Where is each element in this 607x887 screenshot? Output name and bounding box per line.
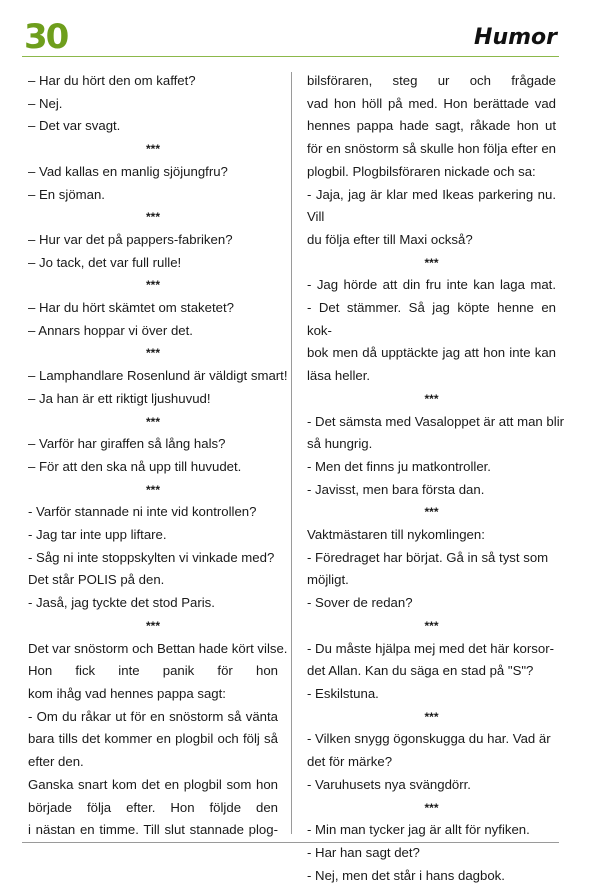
text-line: – Det var svagt. (28, 118, 121, 134)
text-line: bok men då upptäckte jag att hon inte kan (307, 345, 556, 361)
text-line: - Jaja, jag är klar med Ikeas parkering nu. Vill (307, 186, 556, 225)
text-line: läsa heller. (307, 368, 371, 384)
separator-stars: *** (145, 278, 160, 293)
text-line: - Såg ni inte stoppskylten vi vinkade med? (28, 549, 275, 565)
separator-stars: *** (145, 414, 160, 429)
text-line: - Vilken snygg ögonskugga du har. Vad är (307, 731, 551, 747)
text-line: - Men det finns ju matkontroller. (307, 458, 491, 474)
text-line: bara tills det kommer en plogbil och följ så (28, 731, 278, 747)
text-line: – Hur var det på pappers-fabriken? (28, 231, 233, 247)
text-line: du följa efter till Maxi också? (307, 231, 473, 247)
text-line: för en snöstorm så skulle hon följa efter en (307, 141, 556, 157)
column-divider (291, 72, 292, 834)
separator-stars: *** (424, 709, 439, 724)
header-rule (22, 56, 559, 57)
separator-stars: *** (145, 482, 160, 497)
text-line: – Annars hoppar vi över det. (28, 322, 193, 338)
text-line: - Det stämmer. Så jag köpte henne en kok- (307, 300, 556, 338)
text-line: – En sjöman. (28, 186, 105, 202)
text-line: – Jo tack, det var full rulle! (28, 254, 182, 270)
text-line: Vaktmästaren till nykomlingen: (307, 527, 485, 543)
text-line: – Har du hört skämtet om staketet? (28, 300, 234, 316)
text-line: - Har han sagt det? (307, 844, 420, 860)
left-column (28, 70, 288, 842)
separator-stars: *** (424, 255, 439, 270)
text-line: - Varför stannade ni inte vid kontrollen? (28, 504, 257, 520)
separator-stars: *** (424, 391, 439, 406)
text-line: - Jag hörde att din fru inte kan laga mat. (307, 277, 556, 293)
text-line: - Du måste hjälpa mej med det här korsor- (307, 640, 554, 656)
text-line: - Sover de redan? (307, 595, 413, 611)
text-line: – Varför har giraffen så lång hals? (28, 436, 226, 452)
text-line: kom ihåg vad hennes pappa sagt: (28, 685, 226, 701)
text-line: efter den. (28, 754, 84, 770)
text-line: – Ja han är ett riktigt ljushuvud! (28, 390, 211, 406)
text-line: Hon fick inte panik för hon (28, 663, 278, 679)
text-line: - Eskilstuna. (307, 685, 379, 701)
separator-stars: *** (145, 210, 160, 225)
text-line: - Föredraget har börjat. Gå in så tyst som (307, 549, 549, 565)
text-line: - Det sämsta med Vasaloppet är att man blir (307, 413, 565, 429)
text-line: - Jaså, jag tyckte det stod Paris. (28, 595, 215, 611)
text-line: Det var snöstorm och Bettan hade kört vilse. (28, 640, 288, 656)
text-line: plogbil. Plogbilsföraren nickade och sa: (307, 163, 536, 179)
section-title: Humor (474, 25, 557, 50)
text-line: - Javisst, men bara första dan. (307, 481, 485, 497)
text-line: - Nej, men det står i hans dagbok. (307, 867, 505, 883)
separator-stars: *** (424, 505, 439, 520)
text-line: – För att den ska nå upp till huvudet. (28, 458, 242, 474)
separator-stars: *** (424, 618, 439, 633)
separator-stars: *** (145, 142, 160, 157)
right-column (307, 70, 565, 887)
page-number: 30 (24, 17, 68, 57)
text-line: – Lamphandlare Rosenlund är väldigt smart! (28, 368, 288, 384)
text-line: - Jag tar inte upp liftare. (28, 527, 167, 543)
text-line: – Har du hört den om kaffet? (28, 73, 196, 88)
text-line: Det står POLIS på den. (28, 572, 165, 588)
text-line: - Min man tycker jag är allt för nyfiken. (307, 822, 530, 838)
text-line: i nästan en timme. Till slut stannade plog- (28, 822, 278, 838)
text-line: det för märke? (307, 754, 393, 770)
text-line: bilsföraren, steg ur och frågade (307, 73, 556, 88)
text-line: började följa efter. Hon följde den (28, 799, 278, 815)
text-line: – Nej. (28, 95, 63, 111)
text-line: - Om du råkar ut för en snöstorm så vänta (28, 708, 278, 724)
text-line: det Allan. Kan du säga en stad på "S"? (307, 663, 534, 679)
text-line: så hungrig. (307, 436, 373, 452)
separator-stars: *** (145, 346, 160, 361)
text-line: Ganska snart kom det en plogbil som hon (28, 776, 278, 792)
text-line: hennes pappa hade sagt, råkade hon ut (307, 118, 556, 134)
text-line: - Varuhusets nya svängdörr. (307, 776, 471, 792)
text-line: möjligt. (307, 572, 349, 588)
separator-stars: *** (424, 800, 439, 815)
text-line: – Vad kallas en manlig sjöjungfru? (28, 163, 228, 179)
separator-stars: *** (145, 618, 160, 633)
text-line: vad hon höll på med. Hon berättade vad (307, 95, 556, 111)
footer-rule (22, 842, 559, 843)
